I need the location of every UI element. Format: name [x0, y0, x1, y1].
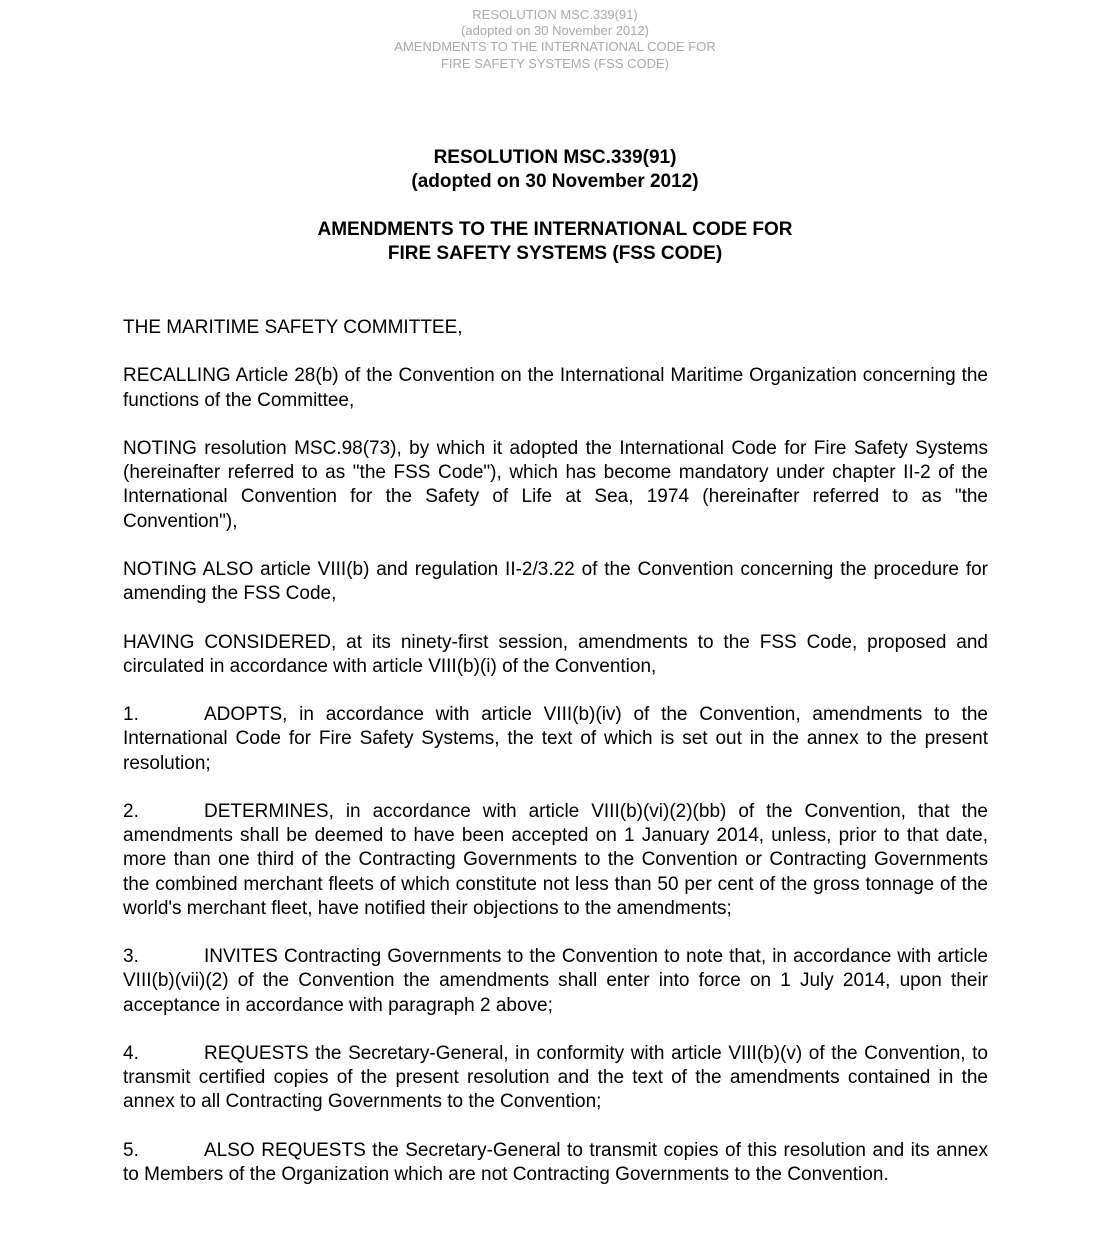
paragraph-number: 3.: [123, 946, 139, 968]
preamble-recalling: RECALLING Article 28(b) of the Convention on the International Maritime Organization concerning the functions of the Committee,: [123, 365, 988, 411]
preamble-having-considered: HAVING CONSIDERED, at its ninety-first session, amendments to the FSS Code, proposed and circulated in accordance with article VIII(b)(i) of the Convention,: [123, 631, 988, 677]
adoption-date: (adopted on 30 November 2012): [411, 171, 699, 193]
paragraph-number: 5.: [123, 1139, 139, 1161]
subject-line: FIRE SAFETY SYSTEMS (FSS CODE): [387, 242, 723, 264]
operative-paragraph: [123, 1042, 988, 1115]
running-header-line: AMENDMENTS TO THE INTERNATIONAL CODE FOR: [394, 39, 716, 55]
preamble-noting-also: NOTING ALSO article VIII(b) and regulation II-2/3.22 of the Convention concerning the procedure for amending the FSS Code,: [123, 558, 988, 605]
paragraph-number: 1.: [123, 704, 139, 726]
preamble-noting: NOTING resolution MSC.98(73), by which it adopted the International Code for Fire Safety Systems (hereinafter referred to as "the FSS Code"), which has become mandatory under chapter II-2 of the International Convention for the Safety of Life at Sea, 1974 (hereinafter referred to as "the Convention"),: [123, 437, 988, 532]
paragraph-text: DETERMINES, in accordance with article VIII(b)(vi)(2)(bb) of the Convention, that the amendments shall be deemed to have been accepted on 1 January 2014, unless, prior to that date, more than one third of the Contracting Governments to the Convention or Contracting Governments the combined merchant fleets of which constitute not less than 50 per cent of the gross tonnage of the world's merchant fleet, have notified their objections to the amendments;: [123, 800, 988, 919]
running-header: [0, 7, 1105, 72]
document-body: [123, 316, 988, 1211]
running-header-line: FIRE SAFETY SYSTEMS (FSS CODE): [440, 55, 669, 71]
running-header-line: RESOLUTION MSC.339(91): [472, 7, 638, 22]
paragraph-number: 2.: [123, 800, 139, 822]
operative-paragraph: [123, 703, 988, 776]
paragraph-text: ALSO REQUESTS the Secretary-General to transmit copies of this resolution and its annex to Members of the Organization which are not Contracting Governments to the Convention.: [123, 1139, 988, 1185]
resolution-number: RESOLUTION MSC.339(91): [433, 147, 677, 168]
subject-line: AMENDMENTS TO THE INTERNATIONAL CODE FOR: [317, 218, 793, 240]
operative-paragraph: [123, 800, 988, 921]
paragraph-text: REQUESTS the Secretary-General, in conformity with article VIII(b)(v) of the Convention, to transmit certified copies of the present resolution and the text of the amendments contained in the annex to all Contracting Governments to the Convention;: [123, 1042, 988, 1113]
document-title: [0, 146, 1105, 266]
operative-paragraph: [123, 1139, 988, 1187]
operative-paragraph: [123, 945, 988, 1018]
title-spacer: [0, 195, 1105, 218]
paragraph-number: 4.: [123, 1042, 139, 1064]
paragraph-text: ADOPTS, in accordance with article VIII(b)(iv) of the Convention, amendments to the International Code for Fire Safety Systems, the text of which is set out in the annex to the present resolution;: [123, 704, 988, 774]
paragraph-text: INVITES Contracting Governments to the Convention to note that, in accordance with article VIII(b)(vii)(2) of the Convention the amendments shall enter into force on 1 July 2014, upon their acceptance in accordance with paragraph 2 above;: [123, 946, 988, 1016]
committee-heading: THE MARITIME SAFETY COMMITTEE,: [123, 317, 463, 338]
running-header-line: (adopted on 30 November 2012): [461, 23, 649, 39]
